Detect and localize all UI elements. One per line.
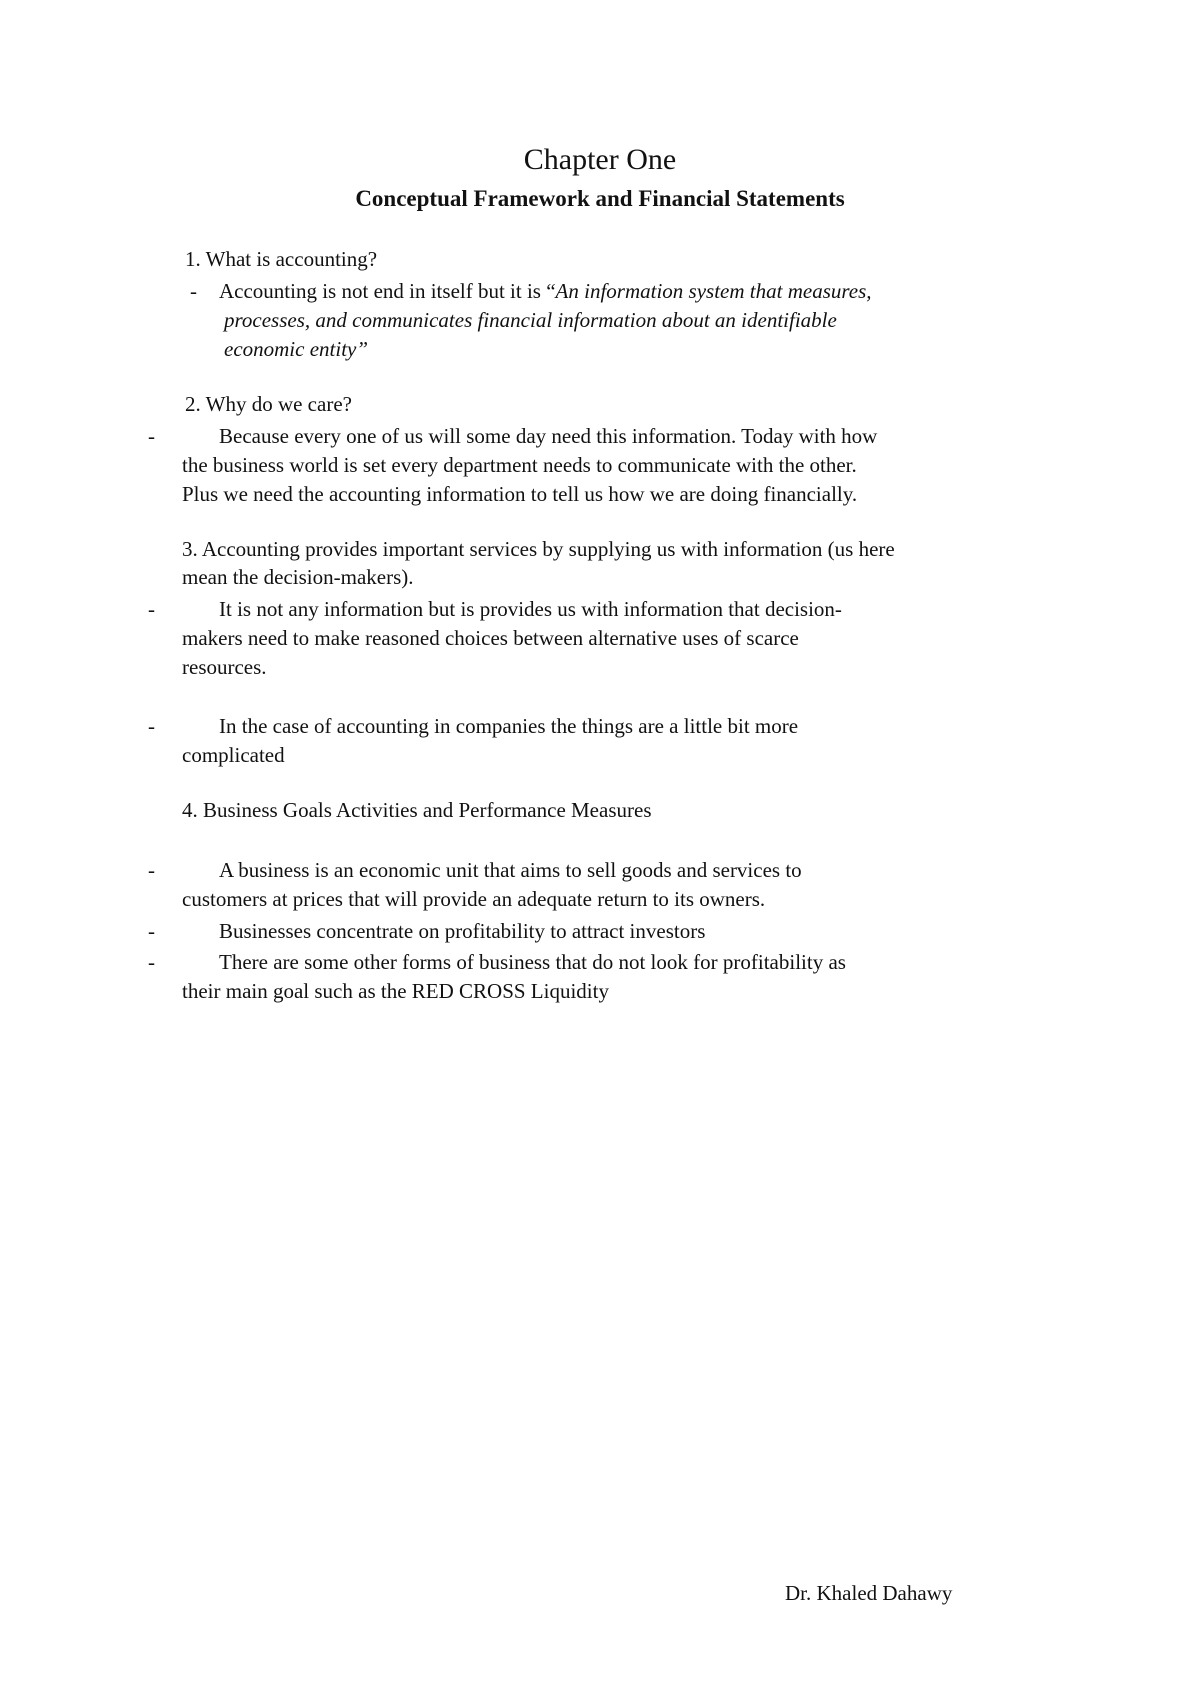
paragraph-line: resources.	[182, 655, 267, 679]
chapter-title: Chapter One	[523, 143, 677, 176]
paragraph-line: the business world is set every department needs to communicate with the other.	[182, 453, 857, 477]
definition-line: economic entity”	[224, 337, 369, 361]
bullet-dash: -	[148, 424, 155, 448]
paragraph-line: customers at prices that will provide an adequate return to its owners.	[182, 887, 766, 911]
definition-quote: An information system that measures,	[555, 279, 872, 303]
paragraph-line: It is not any information but is provides us with information that decision-	[219, 597, 842, 621]
section-heading: 2. Why do we care?	[185, 392, 352, 416]
paragraph-line: Plus we need the accounting information to tell us how we are doing financially.	[182, 482, 858, 506]
bullet-dash: -	[148, 597, 155, 621]
paragraph-line: There are some other forms of business that do not look for profitability as	[219, 950, 846, 974]
bullet-dash: -	[148, 714, 155, 738]
bullet-dash: -	[190, 279, 197, 303]
bullet-dash: -	[148, 950, 155, 974]
bullet-dash: -	[148, 858, 155, 882]
definition-line	[219, 277, 872, 305]
paragraph-line: their main goal such as the RED CROSS Liquidity	[182, 979, 609, 1003]
section-heading: 4. Business Goals Activities and Performance Measures	[182, 798, 652, 822]
paragraph-line: In the case of accounting in companies the things are a little bit more	[219, 714, 799, 738]
paragraph-line: Because every one of us will some day need this information. Today with how	[219, 424, 878, 448]
chapter-subtitle: Conceptual Framework and Financial Statements	[355, 186, 845, 211]
paragraph-line: mean the decision-makers).	[182, 565, 414, 589]
paragraph-line: A business is an economic unit that aims to sell goods and services to	[219, 858, 802, 882]
paragraph-line: 3. Accounting provides important services by supplying us with information (us here	[182, 537, 895, 561]
definition-intro: Accounting is not end in itself but it is “	[219, 279, 556, 303]
definition-line: processes, and communicates financial information about an identifiable	[224, 308, 837, 332]
bullet-dash: -	[148, 919, 155, 943]
paragraph-line: makers need to make reasoned choices between alternative uses of scarce	[182, 626, 799, 650]
author-signature: Dr. Khaled Dahawy	[785, 1581, 953, 1605]
section-heading: 1. What is accounting?	[185, 247, 378, 271]
paragraph-line: Businesses concentrate on profitability to attract investors	[219, 919, 706, 943]
paragraph-line: complicated	[182, 743, 285, 767]
